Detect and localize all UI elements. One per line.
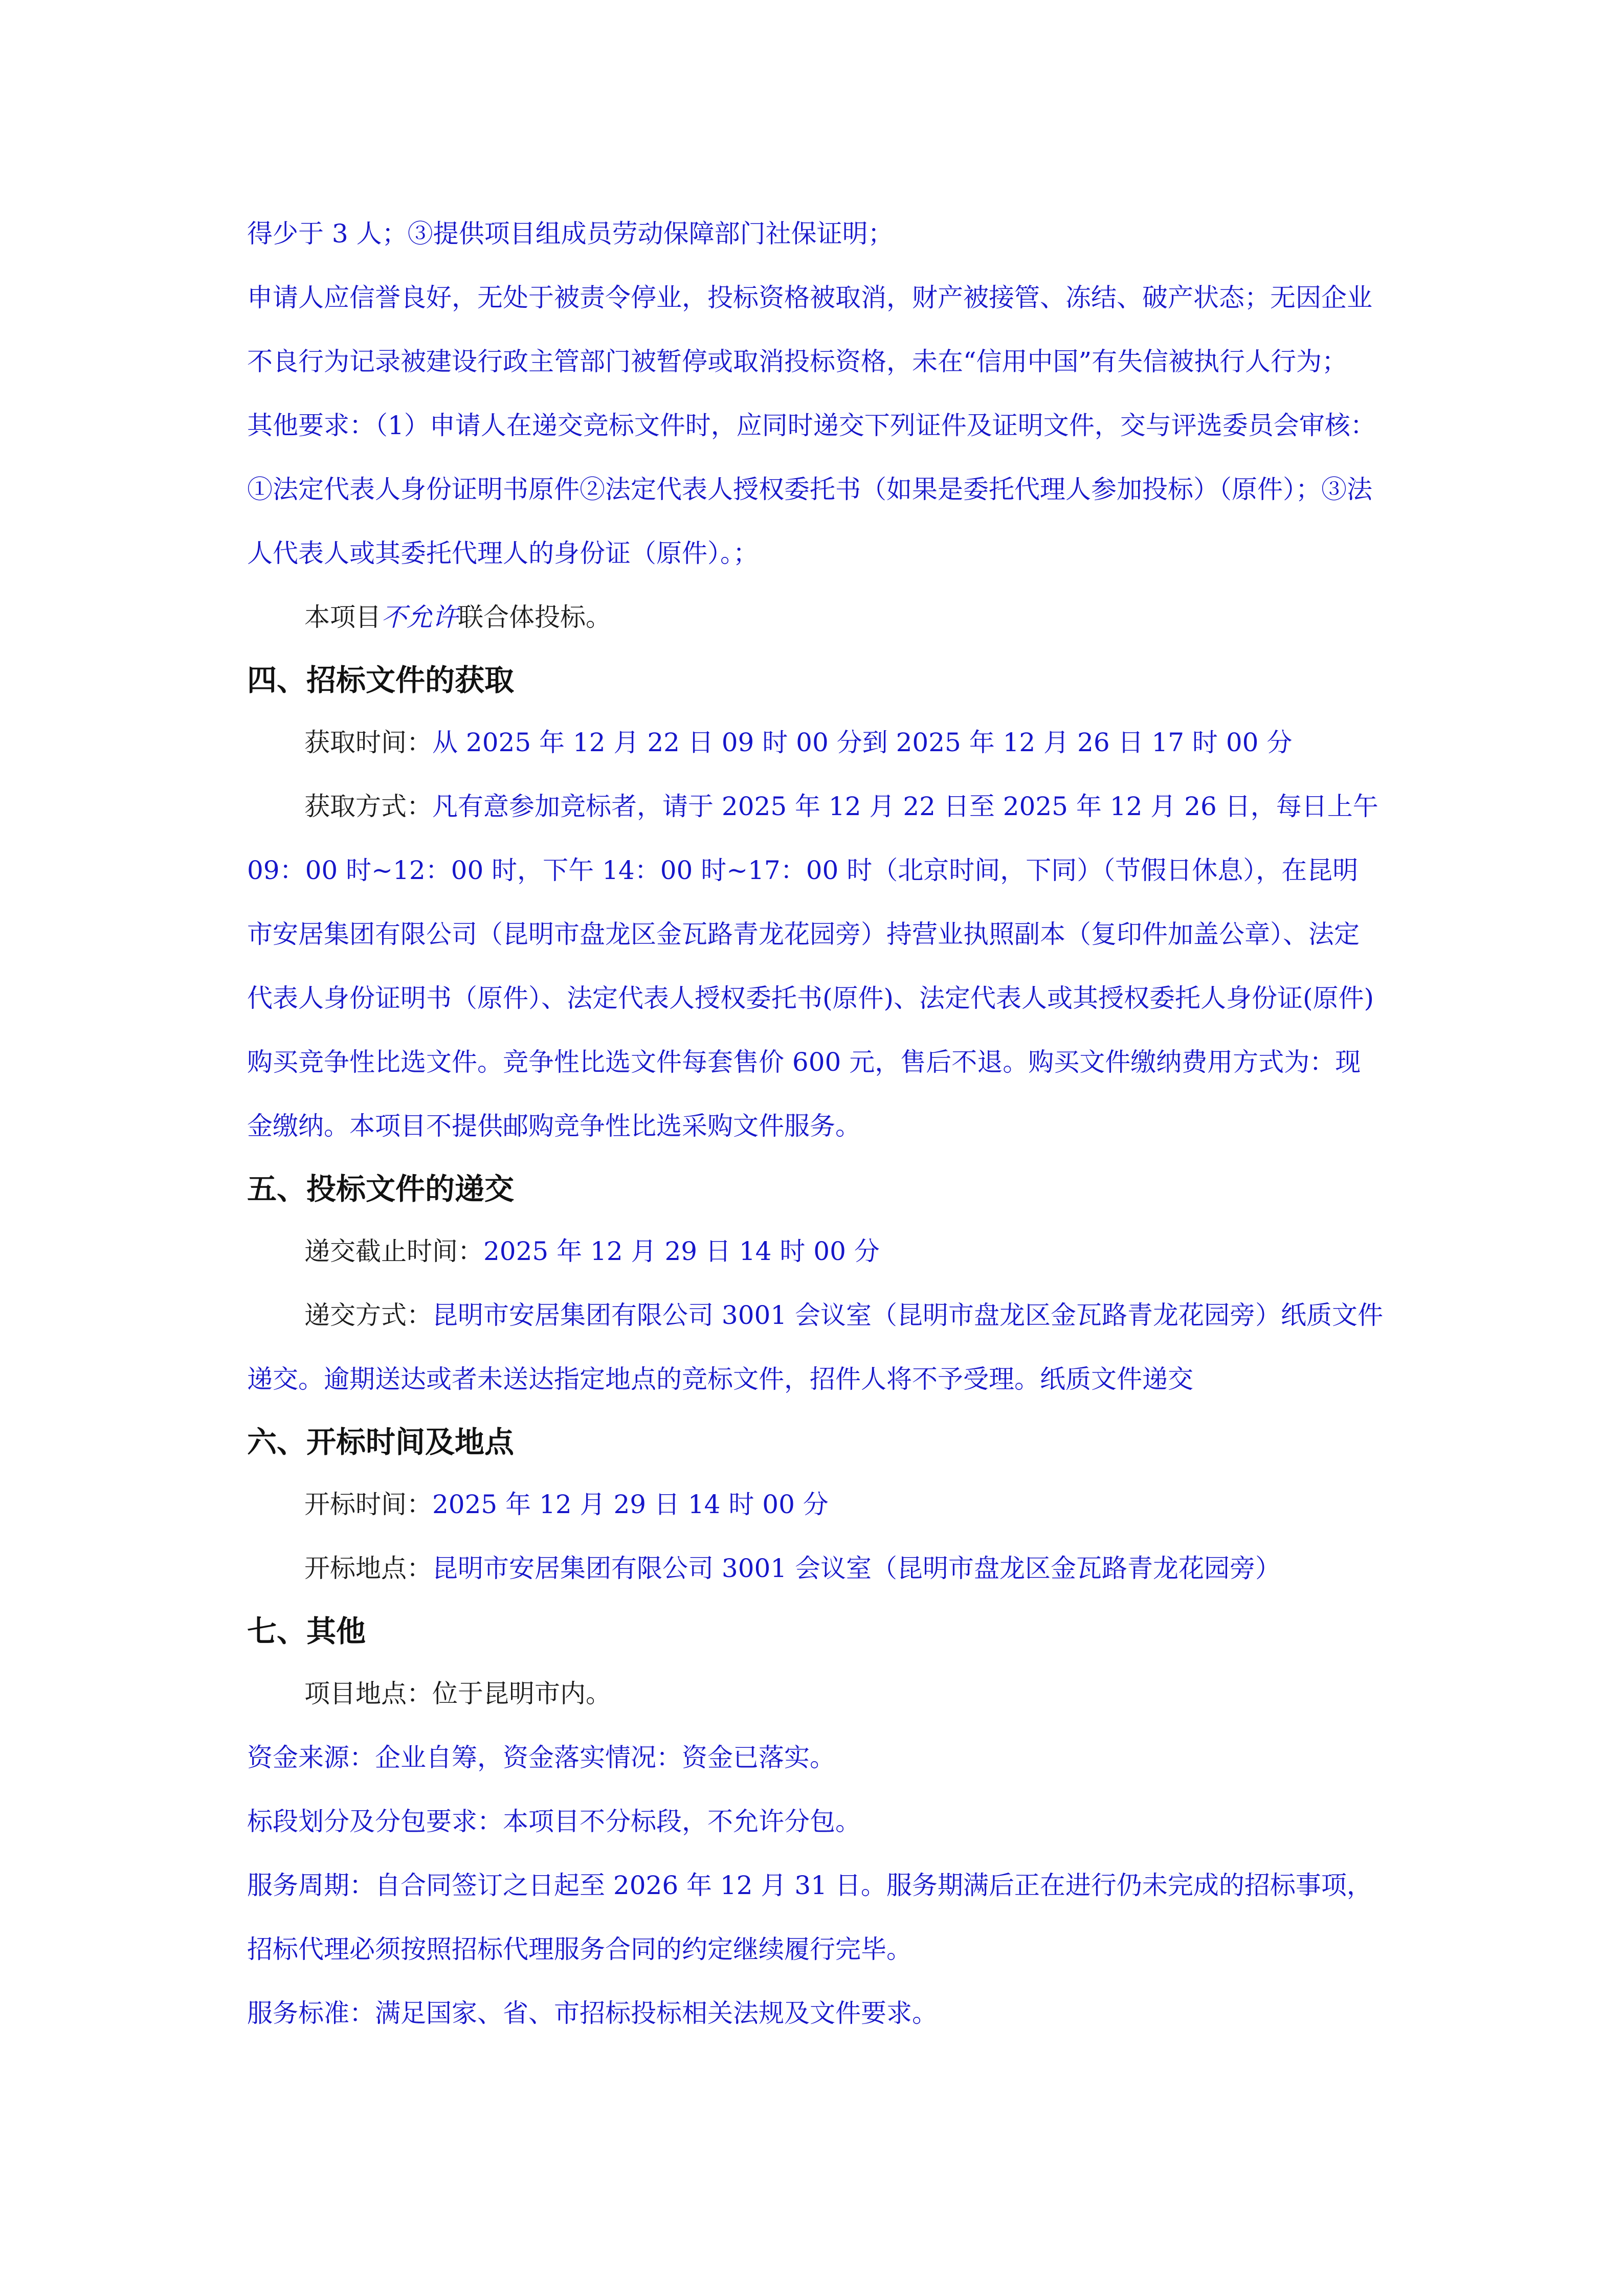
paragraph-submit-deadline	[247, 1220, 1384, 1284]
opening-place-label: 开标地点：	[304, 1554, 432, 1583]
paragraph-obtain-time	[247, 711, 1384, 775]
consortium-prefix: 本项目	[304, 602, 381, 632]
paragraph-staff-requirement: 得少于 3 人；③提供项目组成员劳动保障部门社保证明；	[247, 219, 894, 249]
consortium-not-allowed: 不允许	[381, 602, 458, 632]
heading-opening: 六、开标时间及地点	[247, 1425, 515, 1459]
obtain-time-label: 获取时间：	[304, 728, 432, 757]
paragraph-service-standard: 服务标准：满足国家、省、市招标投标相关法规及文件要求。	[247, 1998, 938, 2028]
project-location-label: 项目地点：	[304, 1679, 432, 1708]
paragraph-submit-method	[247, 1284, 1384, 1411]
opening-time-label: 开标时间：	[304, 1490, 432, 1519]
project-location-value: 位于昆明市内。	[432, 1679, 611, 1708]
paragraph-funding: 资金来源：企业自筹，资金落实情况：资金已落实。	[247, 1743, 835, 1772]
submit-deadline-value: 2025 年 12 月 29 日 14 时 00 分	[483, 1236, 880, 1266]
submit-method-label: 递交方式：	[304, 1300, 432, 1330]
heading-other: 七、其他	[247, 1614, 366, 1649]
heading-obtain-documents: 四、招标文件的获取	[247, 663, 515, 697]
obtain-method-label: 获取方式：	[304, 792, 432, 821]
paragraph-lots: 标段划分及分包要求：本项目不分标段，不允许分包。	[247, 1807, 861, 1836]
paragraph-opening-time	[247, 1473, 1384, 1537]
submit-deadline-label: 递交截止时间：	[304, 1236, 483, 1266]
heading-submit-documents: 五、投标文件的递交	[247, 1172, 515, 1206]
opening-place-value: 昆明市安居集团有限公司 3001 会议室（昆明市盘龙区金瓦路青龙花园旁）	[432, 1554, 1281, 1583]
paragraph-service-period: 服务周期：自合同签订之日起至 2026 年 12 月 31 日。服务期满后正在进行仍未完成的招标事项，招标代理必须按照招标代理服务合同的约定继续履行完毕。	[247, 1871, 1372, 1964]
consortium-suffix: 联合体投标。	[458, 602, 611, 632]
paragraph-opening-place	[247, 1537, 1384, 1601]
paragraph-consortium	[247, 586, 1384, 649]
paragraph-credit-requirement: 申请人应信誉良好，无处于被责令停业，投标资格被取消，财产被接管、冻结、破产状态；无因企业不良行为记录被建设行政主管部门被暂停或取消投标资格，未在“信用中国”有失信被执行人行为；	[247, 283, 1372, 376]
opening-time-value: 2025 年 12 月 29 日 14 时 00 分	[432, 1490, 829, 1519]
paragraph-project-location	[247, 1662, 1384, 1726]
obtain-time-value: 从 2025 年 12 月 22 日 09 时 00 分到 2025 年 12 月 26 日 17 时 00 分	[432, 728, 1293, 757]
paragraph-obtain-method	[247, 775, 1384, 1158]
obtain-method-value: 凡有意参加竞标者，请于 2025 年 12 月 22 日至 2025 年 12 月 26 日，每日上午 09：00 时~12：00 时，下午 14：00 时~17：00 时（北京时间，下同）（节假日休息），在昆明市安居集团有限公司（昆明市盘龙区金瓦路青龙花园旁）持营业执照副本（复印件加盖公章）、法定代表人身份证明书（原件）、法定代表人授权委托书(原件)、法定代表人或其授权委托人身份证(原件)购买竞争性比选文件。竞争性比选文件每套售价 600 元，售后不退。购买文件缴纳费用方式为：现金缴纳。本项目不提供邮购竞争性比选采购文件服务。	[247, 792, 1378, 1141]
paragraph-other-requirements: 其他要求：（1）申请人在递交竞标文件时，应同时递交下列证件及证明文件，交与评选委员会审核：①法定代表人身份证明书原件②法定代表人授权委托书（如果是委托代理人参加投标）（原件）；③法人代表人或其委托代理人的身份证（原件）。；	[247, 411, 1376, 568]
submit-method-value: 昆明市安居集团有限公司 3001 会议室（昆明市盘龙区金瓦路青龙花园旁）纸质文件递交。逾期送达或者未送达指定地点的竞标文件，招件人将不予受理。纸质文件递交	[247, 1300, 1384, 1394]
